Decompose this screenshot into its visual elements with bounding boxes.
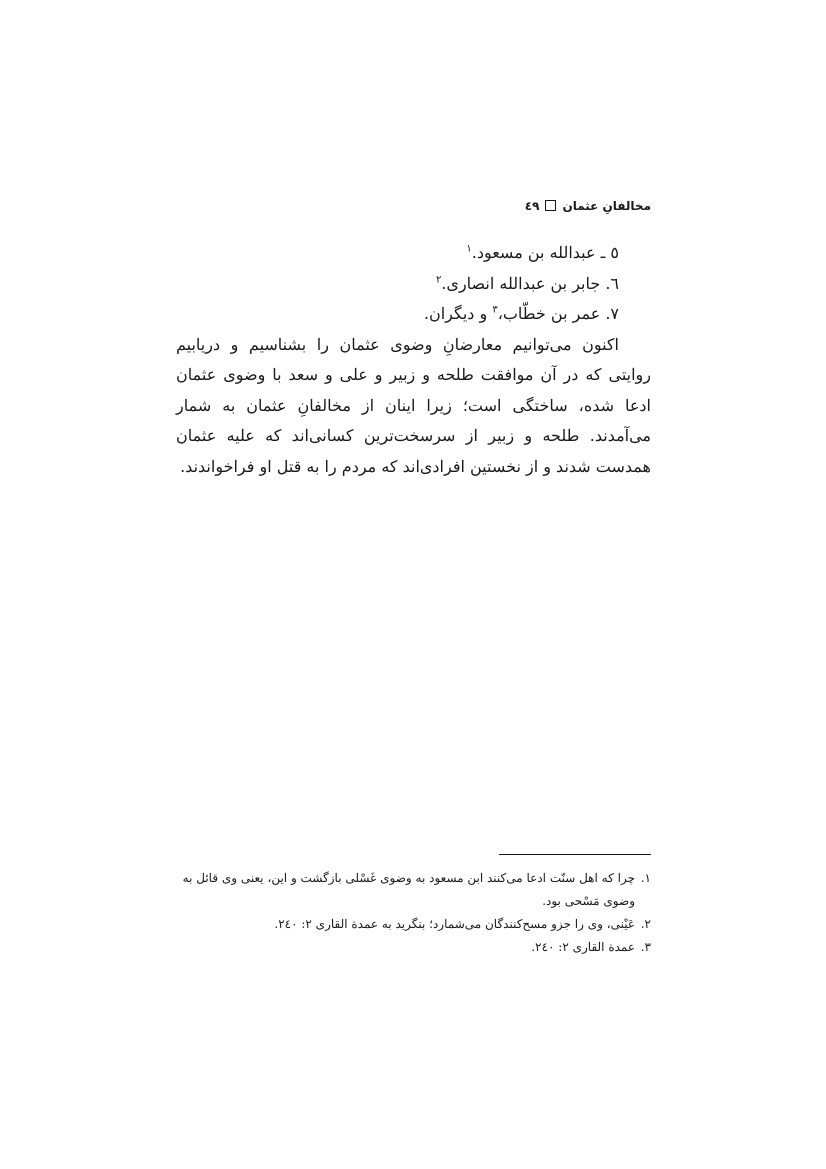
page-number: ٤٩ (524, 199, 540, 213)
footnote-text: چرا که اهل سنّت ادعا می‌کنند ابن مسعود به وضوی غَسْلی بازگشت و این، یعنی وی قائل به وضوی مَسْحی بود. (182, 871, 635, 908)
footnote (176, 913, 651, 936)
footnote-text: عَیْنی، وی را جزو مسح‌کنندگان می‌شمارد؛ بنگرید به عمدة القاری ٢: ٢٤٠. (274, 917, 635, 931)
running-head-title: مخالفانِ عثمان (562, 199, 651, 213)
running-head (176, 197, 651, 215)
list-item: ٥ ـ عبدالله بن مسعود.$^١$ (466, 243, 619, 262)
body-text (176, 238, 651, 482)
footnote-number: ٣. (640, 940, 651, 954)
footnote-ref: ٣ (492, 304, 498, 316)
footnote-divider (499, 854, 651, 855)
footnote (176, 936, 651, 959)
body-paragraph: اکنون می‌توانیم معارضانِ وضوی عثمان را بشناسیم و دریابیم روایتی که در آن موافقت طلحه و زبیر و علی و سعد با وضوی عثمان ادعا شده، ساختگی است؛ زیرا اینان از مخالفانِ عثمان به شمار می‌آمدند. طلحه و زبیر از سرسخت‌ترین کسانی‌اند که علیه عثمان همدست شدند و از نخستین افرادی‌اند که مردم را به قتل او فراخواندند. (176, 334, 652, 476)
footnote-number: ٢. (640, 917, 651, 931)
footnote (176, 867, 651, 913)
list-item: ٦. جابر بن عبدالله انصاری.$^٢$ (435, 273, 619, 293)
footnote-number: ١. (640, 871, 651, 885)
footnote-text: عمدة القاری ٢: ٢٤٠. (531, 940, 635, 954)
list-item: ٧. عمر بن خطّاب،$^٣$ و دیگران. (423, 304, 619, 323)
footnotes (176, 867, 651, 959)
footnote-ref: ٢ (435, 274, 442, 286)
square-bullet-icon (545, 200, 556, 211)
footnote-ref: ١ (466, 243, 472, 255)
